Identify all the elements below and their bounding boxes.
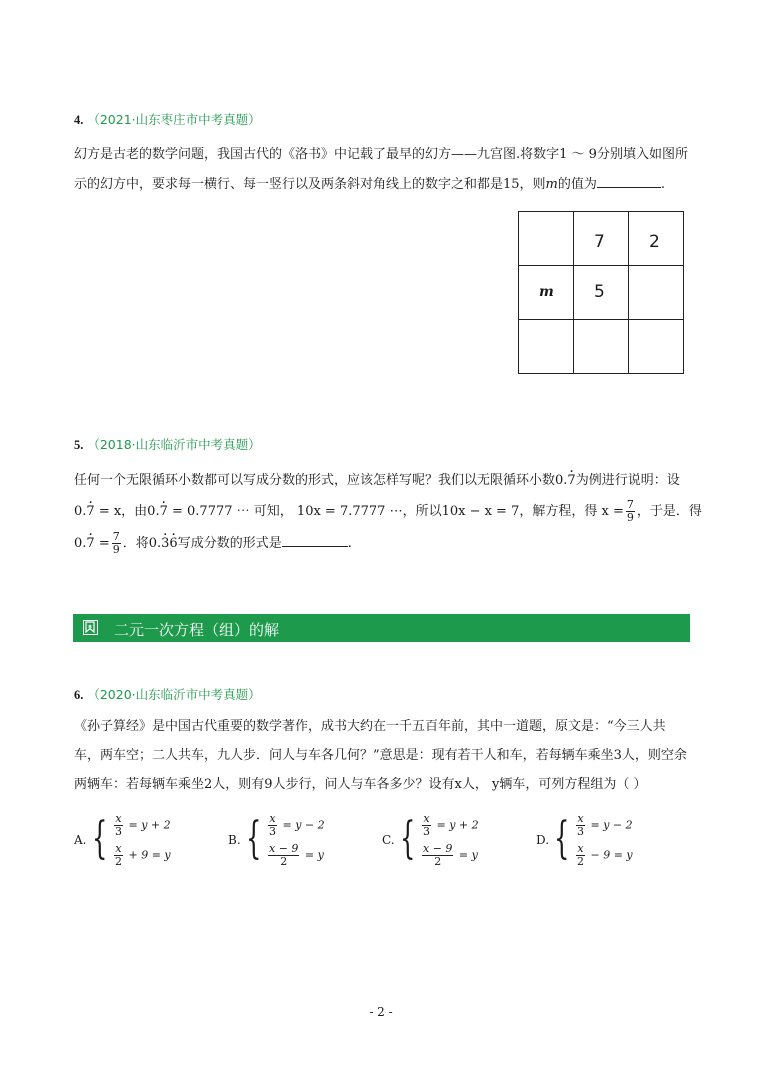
q4-line2-end: . xyxy=(660,177,666,192)
q6-line3: 两辆车：若每辆车乘坐2人，则有9人步行，问人与车各多少？设有x人， y辆车，可列方程组为（ ） xyxy=(74,777,647,792)
q6-header xyxy=(74,685,261,703)
grid-cell xyxy=(519,320,574,374)
fraction-7-9: $\frac{7}{9}$ xyxy=(626,498,634,524)
grid-cell xyxy=(629,266,684,320)
q5-header xyxy=(74,435,261,453)
bookmark-icon xyxy=(83,620,98,635)
q6-line1: 《孙子算经》是中国古代重要的数学著作，成书大约在一千五百年前，其中一道题，原文是：“今三人共 xyxy=(74,719,666,734)
grid-cell xyxy=(574,320,629,374)
grid-cell: 7 xyxy=(574,212,629,266)
q5-line3: 0.7 · = $\frac{7}{9}$ ．将0.3 ·6 ·写成分数的形式是 . xyxy=(74,529,352,559)
q5-source: （2018·山东临沂市中考真题） xyxy=(87,437,261,452)
q5-number: 5. xyxy=(74,438,84,452)
q6-source: （2020·山东临沂市中考真题） xyxy=(87,687,261,702)
q4-line2 xyxy=(74,177,665,193)
q5-line2: 0.7 · = x，由0.7 · = 0.7777 ⋯ 可知， 10x = 7.7777 ⋯，所以10x − x = 7，解方程，得 x = $\frac{7}{9}$ ，于是．得 xyxy=(74,497,702,527)
section-title: 二元一次方程（组）的解 xyxy=(114,621,280,639)
q4-line2-post: 的值为 xyxy=(557,177,597,192)
q5-line1: 任何一个无限循环小数都可以写成分数的形式，应该怎样写呢？我们以无限循环小数0.7 ·为例进行说明：设 xyxy=(74,473,680,489)
q4-line1: 幻方是古老的数学问题，我国古代的《洛书》中记载了最早的幻方——九宫图.将数字1 ～ 9分别填入如图所 xyxy=(74,147,688,162)
grid-cell: 2 xyxy=(629,212,684,266)
q4-source: （2021·山东枣庄市中考真题） xyxy=(87,112,261,127)
q5-answer-blank[interactable] xyxy=(282,546,348,547)
q4-number: 4. xyxy=(74,113,84,127)
grid-cell xyxy=(629,320,684,374)
q4-answer-blank[interactable] xyxy=(597,187,661,188)
q6-number: 6. xyxy=(74,688,84,702)
grid-cell-m: m xyxy=(519,266,574,320)
page-number: - 2 - xyxy=(369,1005,393,1019)
fraction-7-9: $\frac{7}{9}$ xyxy=(112,530,120,556)
q6-line2: 车，两车空；二人共车，九人步．问人与车各几何？”意思是：现有若干人和车，若每辆车乘坐3人，则空余 xyxy=(74,748,687,763)
q4-line2-pre: 示的幻方中，要求每一横行、每一竖行以及两条斜对角线上的数字之和都是15，则 xyxy=(74,177,546,192)
magic-square-grid xyxy=(518,211,684,374)
grid-cell xyxy=(519,212,574,266)
section-banner xyxy=(73,614,690,642)
grid-cell: 5 xyxy=(574,266,629,320)
q4-var-m: m xyxy=(545,177,558,192)
q4-header xyxy=(74,110,261,128)
